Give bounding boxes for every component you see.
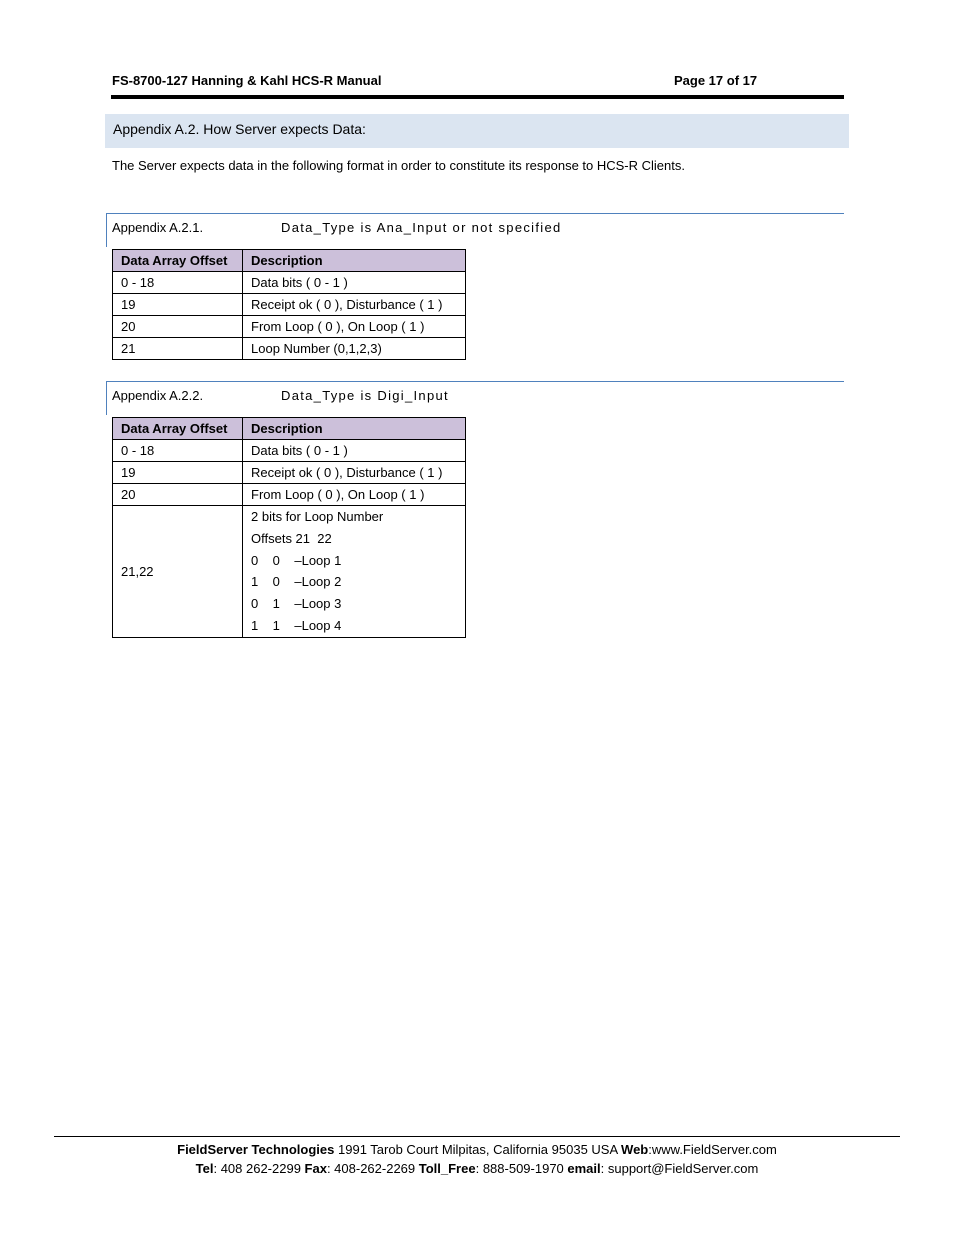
offset-cell: 20 (113, 316, 243, 338)
data-table-digi-input (112, 417, 466, 638)
intro-paragraph: The Server expects data in the following format in order to constitute its response to HCS-R Clients. (112, 158, 685, 173)
description-line: Offsets 21 22 (251, 530, 332, 546)
subsection-number: Appendix A.2.2. (112, 388, 204, 403)
offset-cell: 0 - 18 (113, 440, 243, 462)
table-row (113, 316, 466, 338)
subsection-heading-a22 (106, 381, 844, 415)
footer-address: 1991 Tarob Court Milpitas, California 95035 USA (334, 1142, 622, 1157)
subsection-title: Data_Type is Digi_Input (281, 388, 449, 403)
column-header-offset: Data Array Offset (113, 250, 243, 272)
page-number: Page 17 of 17 (674, 73, 758, 88)
offset-cell: 21 (113, 338, 243, 360)
footer-tollfree-label: Toll_Free (418, 1161, 476, 1176)
table-row (113, 338, 466, 360)
appendix-heading: Appendix A.2. How Server expects Data: (105, 114, 849, 148)
table-header-row (113, 250, 466, 272)
description-cell: Data bits ( 0 - 1 ) (243, 272, 466, 294)
footer-rule (54, 1136, 900, 1137)
offset-cell: 0 - 18 (113, 272, 243, 294)
footer-fax-label: Fax (304, 1161, 327, 1176)
table-header-row (113, 418, 466, 440)
column-header-description: Description (243, 418, 466, 440)
footer-line-address (54, 1142, 900, 1157)
description-cell: From Loop ( 0 ), On Loop ( 1 ) (243, 316, 466, 338)
loop-number-description-cell (243, 506, 466, 638)
offset-cell: 19 (113, 462, 243, 484)
description-line: 1 0 –Loop 2 (251, 574, 342, 590)
footer-email-link[interactable]: : support@FieldServer.com (600, 1161, 759, 1176)
description-line: 0 0 –Loop 1 (251, 552, 342, 568)
footer-web-link[interactable]: :www.FieldServer.com (648, 1142, 777, 1157)
subsection-heading-a21 (106, 213, 844, 247)
description-cell: Receipt ok ( 0 ), Disturbance ( 1 ) (243, 462, 466, 484)
subsection-number: Appendix A.2.1. (112, 220, 204, 235)
description-line: 1 1 –Loop 4 (251, 617, 342, 633)
table-row-loop-number (113, 506, 466, 638)
footer-tel: : 408 262-2299 (213, 1161, 305, 1176)
description-cell: Loop Number (0,1,2,3) (243, 338, 466, 360)
offset-cell: 19 (113, 294, 243, 316)
table-row (113, 272, 466, 294)
footer-web-label: Web (621, 1142, 649, 1157)
offset-cell: 20 (113, 484, 243, 506)
column-header-description: Description (243, 250, 466, 272)
description-cell: From Loop ( 0 ), On Loop ( 1 ) (243, 484, 466, 506)
footer-line-contact (54, 1161, 900, 1176)
description-cell: Data bits ( 0 - 1 ) (243, 440, 466, 462)
description-cell: Receipt ok ( 0 ), Disturbance ( 1 ) (243, 294, 466, 316)
page-header-title: FS-8700-127 Hanning & Kahl HCS-R Manual (112, 73, 382, 88)
footer-email-label: email (567, 1161, 601, 1176)
offset-cell: 21,22 (113, 506, 243, 638)
column-header-offset: Data Array Offset (113, 418, 243, 440)
description-line: 2 bits for Loop Number (251, 509, 384, 524)
footer-tollfree: : 888-509-1970 (475, 1161, 568, 1176)
subsection-title: Data_Type is Ana_Input or not specified (281, 220, 562, 235)
description-line: 0 1 –Loop 3 (251, 596, 342, 612)
table-row (113, 462, 466, 484)
data-table-ana-input (112, 249, 466, 360)
footer-company-label: FieldServer Technologies (177, 1142, 335, 1157)
table-row (113, 484, 466, 506)
header-rule (111, 95, 844, 99)
footer-tel-label: Tel (195, 1161, 214, 1176)
table-row (113, 440, 466, 462)
table-row (113, 294, 466, 316)
footer-fax: : 408-262-2269 (326, 1161, 419, 1176)
